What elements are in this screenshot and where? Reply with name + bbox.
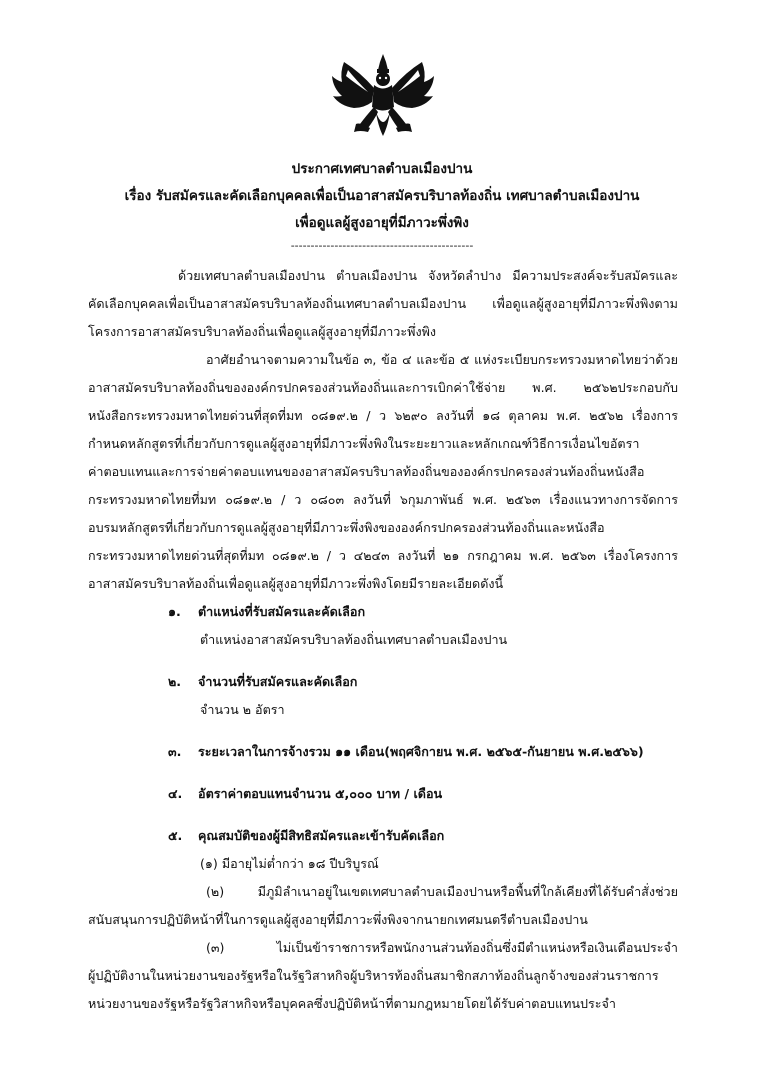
intro-line: โครงการอาสาสมัครบริบาลท้องถิ่นเพื่อดูแลผู้สูงอายุที่มีภาวะพึ่งพิง bbox=[88, 324, 437, 339]
section-number: ๑. bbox=[168, 604, 181, 619]
authority-line: อาศัยอำนาจตามความในข้อ ๓, ข้อ ๔ และข้อ ๕ แห่งระเบียบกระทรวงมหาดไทยว่าด้วย bbox=[206, 352, 678, 367]
title-divider: ---------------------------------------------- bbox=[290, 239, 474, 252]
authority-line: กระทรวงมหาดไทยที่มท ๐๘๑๙.๒ / ว ๐๘๐๓ ลงวันที่ ๖กุมภาพันธ์ พ.ศ. ๒๕๖๓ เรื่องแนวทางการจัดการ bbox=[88, 492, 678, 507]
section-heading-text: จำนวนที่รับสมัครและคัดเลือก bbox=[198, 674, 358, 689]
section-number: ๕. bbox=[168, 828, 183, 843]
section-number: ๓. bbox=[168, 744, 182, 759]
intro-line: คัดเลือกบุคคลเพื่อเป็นอาสาสมัครบริบาลท้องถิ่นเทศบาลตำบลเมืองปาน เพื่อดูแลผู้สูงอายุที่มีภาวะพึ่งพิงตาม bbox=[88, 296, 678, 311]
section-3-heading bbox=[88, 738, 678, 766]
qualification-1: (๑) มีอายุไม่ต่ำกว่า ๑๘ ปีบริบูรณ์ bbox=[200, 856, 379, 871]
authority-line: อาสาสมัครบริบาลท้องถิ่นขององค์กรปกครองส่วนท้องถิ่นและการเบิกค่าใช้จ่าย พ.ศ. ๒๕๖๒ประกอบกับ bbox=[88, 380, 678, 395]
authority-line: อบรมหลักสูตรที่เกี่ยวกับการดูแลผู้สูงอายุที่มีภาวะพึ่งพิงขององค์กรปกครองส่วนท้องถิ่นและหนังสือ bbox=[88, 520, 605, 535]
section-number: ๒. bbox=[168, 674, 182, 689]
announcement-body bbox=[88, 262, 678, 1018]
section-heading-text: ตำแหน่งที่รับสมัครและคัดเลือก bbox=[198, 604, 366, 619]
authority-line: กระทรวงมหาดไทยด่วนที่สุดที่มท ๐๘๑๙.๒ / ว ๔๒๔๓ ลงวันที่ ๒๑ กรกฎาคม พ.ศ. ๒๕๖๓ เรื่องโครงการ bbox=[88, 548, 678, 563]
section-heading-text: ระยะเวลาในการจ้างรวม ๑๑ เดือน(พฤศจิกายน พ.ศ. ๒๕๖๕-กันยายน พ.ศ.๒๕๖๖) bbox=[198, 744, 644, 759]
qualification-2-line: สนับสนุนการปฏิบัติหน้าที่ในการดูแลผู้สูงอายุที่มีภาวะพึ่งพิงจากนายกเทศมนตรีตำบลเมืองปาน bbox=[88, 912, 588, 927]
section-2-heading bbox=[88, 668, 678, 696]
authority-line: ค่าตอบแทนและการจ่ายค่าตอบแทนของอาสาสมัครบริบาลท้องถิ่นขององค์กรปกครองส่วนท้องถิ่นหนังสือ bbox=[88, 464, 645, 479]
section-4-heading bbox=[88, 780, 678, 808]
subject-title: เรื่อง รับสมัครและคัดเลือกบุคคลเพื่อเป็นอาสาสมัครบริบาลท้องถิ่น เทศบาลตำบลเมืองปาน bbox=[124, 188, 640, 204]
qualification-2-line: (๒) มีภูมิลำเนาอยู่ในเขตเทศบาลตำบลเมืองปานหรือพื้นที่ใกล้เคียงที่ได้รับคำสั่งช่วย bbox=[206, 884, 678, 899]
garuda-emblem-icon bbox=[330, 52, 436, 144]
section-5-heading bbox=[88, 822, 678, 850]
authority-line: หนังสือกระทรวงมหาดไทยด่วนที่สุดที่มท ๐๘๑๙.๒ / ว ๖๒๙๐ ลงวันที่ ๑๘ ตุลาคม พ.ศ. ๒๕๖๒ เรื่องการ bbox=[88, 408, 678, 423]
qualification-3-line: หน่วยงานของรัฐหรือรัฐวิสาหกิจหรือบุคคลซึ่งปฏิบัติหน้าที่ตามกฎหมายโดยได้รับค่าตอบแทนประจำ bbox=[88, 996, 617, 1011]
qualification-3-line: (๓) ไม่เป็นข้าราชการหรือพนักงานส่วนท้องถิ่นซึ่งมีตำแหน่งหรือเงินเดือนประจำ bbox=[206, 940, 678, 955]
subject-title-cont: เพื่อดูแลผู้สูงอายุที่มีภาวะพึ่งพิง bbox=[295, 215, 469, 231]
section-heading-text: อัตราค่าตอบแทนจำนวน ๕,๐๐๐ บาท / เดือน bbox=[198, 786, 443, 801]
section-heading-text: คุณสมบัติของผู้มีสิทธิสมัครและเข้ารับคัดเลือก bbox=[198, 828, 445, 843]
qualification-3-line: ผู้ปฏิบัติงานในหน่วยงานของรัฐหรือในรัฐวิสาหกิจผู้บริหารท้องถิ่นสมาชิกสภาท้องถิ่นลูกจ้างของส่วนราชการ bbox=[88, 968, 659, 983]
section-1-detail: ตำแหน่งอาสาสมัครบริบาลท้องถิ่นเทศบาลตำบลเมืองปาน bbox=[200, 632, 508, 647]
intro-line: ด้วยเทศบาลตำบลเมืองปาน ตำบลเมืองปาน จังหวัดลำปาง มีความประสงค์จะรับสมัครและ bbox=[178, 268, 678, 283]
issuer-title: ประกาศเทศบาลตำบลเมืองปาน bbox=[291, 161, 473, 177]
section-1-heading bbox=[88, 598, 678, 626]
title-block bbox=[80, 156, 684, 253]
section-2-detail: จำนวน ๒ อัตรา bbox=[200, 702, 285, 717]
authority-line: กำหนดหลักสูตรที่เกี่ยวกับการดูแลผู้สูงอายุที่มีภาวะพึ่งพิงในระยะยาวและหลักเกณฑ์วิธีการเงื่อนไขอัตรา bbox=[88, 436, 640, 451]
authority-line: อาสาสมัครบริบาลท้องถิ่นเพื่อดูแลผู้สูงอายุที่มีภาวะพึ่งพิงโดยมีรายละเอียดดังนี้ bbox=[88, 576, 504, 591]
section-number: ๔. bbox=[168, 786, 183, 801]
